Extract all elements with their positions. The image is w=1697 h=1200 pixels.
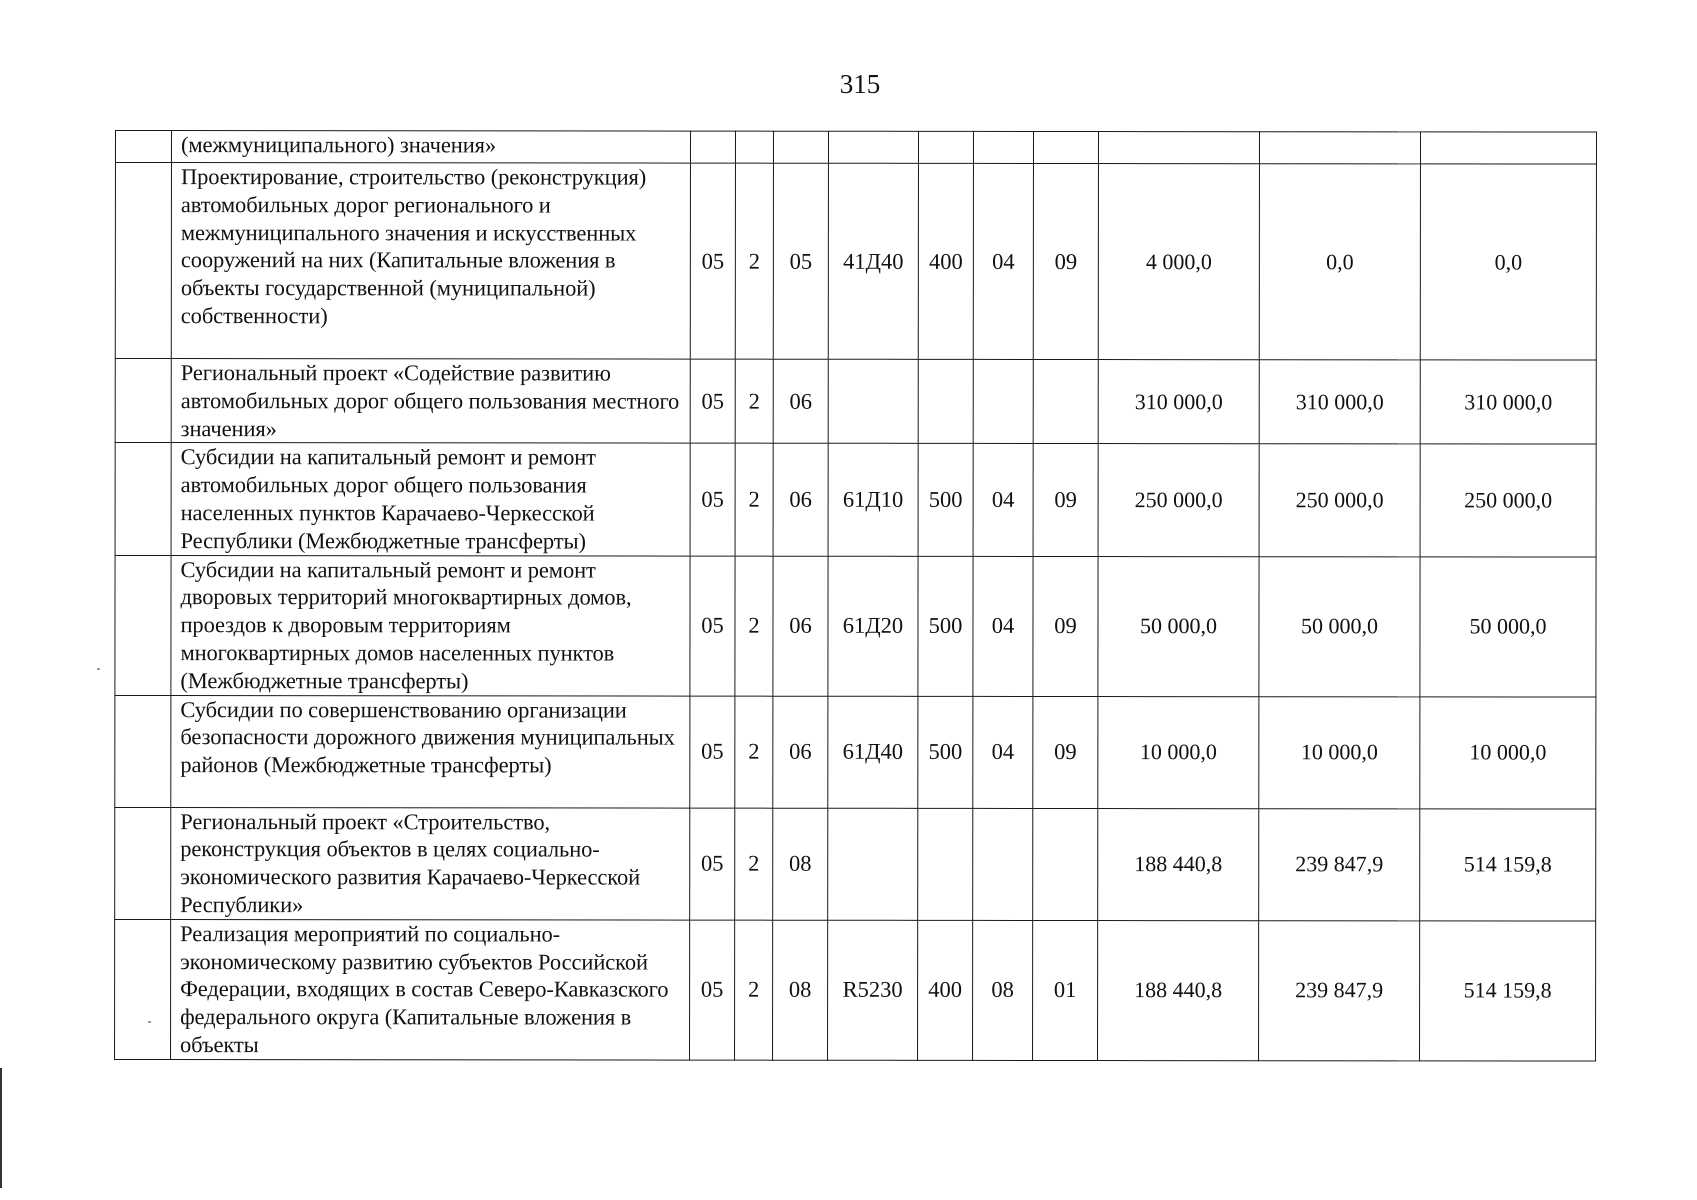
table-row <box>115 919 1596 1061</box>
main-event-code-cell: 08 <box>773 808 828 920</box>
main-event-code-cell <box>773 131 828 163</box>
main-event-code-cell: 08 <box>773 920 828 1060</box>
description-cell: Субсидии на капитальный ремонт и ремонт автомобильных дорог общего пользования населенных пунктов Карачаево-Черкесской Республики (Межбюджетные трансферты) <box>171 443 690 556</box>
expense-type-cell: 500 <box>918 696 973 808</box>
subprogram-code-cell <box>735 131 773 163</box>
section-cell: 04 <box>973 556 1033 696</box>
amount-year-3-cell: 514 159,8 <box>1420 921 1596 1061</box>
subsection-cell: 09 <box>1033 163 1098 359</box>
expense-direction-cell: 61Д10 <box>828 444 918 556</box>
amount-year-1-cell: 188 440,8 <box>1098 808 1259 920</box>
expense-direction-cell <box>828 808 918 920</box>
amount-year-2-cell: 10 000,0 <box>1259 696 1420 808</box>
amount-year-3-cell: 0,0 <box>1420 164 1596 360</box>
amount-year-3-cell: 10 000,0 <box>1420 696 1596 808</box>
program-code-cell: 05 <box>690 163 735 359</box>
section-cell <box>973 808 1033 920</box>
row-index-cell <box>115 695 171 807</box>
amount-year-1-cell: 310 000,0 <box>1098 360 1259 445</box>
description-cell: Субсидии на капитальный ремонт и ремонт дворовых территорий многоквартирных домов, проездов к дворовым территориям многоквартирных домов населенных пунктов (Межбюджетные трансферты) <box>171 555 690 696</box>
table-body <box>115 131 1597 1061</box>
subprogram-code-cell: 2 <box>735 163 773 359</box>
subprogram-code-cell: 2 <box>735 808 773 920</box>
expense-direction-cell: 41Д40 <box>828 163 918 359</box>
amount-year-1-cell: 50 000,0 <box>1098 556 1259 696</box>
table-row <box>115 555 1596 697</box>
amount-year-2-cell: 250 000,0 <box>1259 444 1420 556</box>
row-index-cell <box>115 443 171 555</box>
section-cell: 08 <box>973 920 1033 1060</box>
program-code-cell: 05 <box>690 808 735 920</box>
subprogram-code-cell: 2 <box>735 444 773 556</box>
amount-year-1-cell: 4 000,0 <box>1098 164 1259 360</box>
amount-year-2-cell: 239 847,9 <box>1259 808 1420 920</box>
expense-direction-cell <box>828 359 918 443</box>
table-row <box>115 163 1596 361</box>
amount-year-2-cell <box>1259 132 1420 164</box>
amount-year-1-cell: 188 440,8 <box>1098 920 1259 1060</box>
main-event-code-cell: 06 <box>773 556 828 696</box>
subsection-cell: 09 <box>1033 556 1098 696</box>
expense-type-cell: 500 <box>918 444 973 556</box>
subsection-cell <box>1033 808 1098 920</box>
scan-edge-mark <box>0 1068 2 1188</box>
main-event-code-cell: 06 <box>773 359 828 443</box>
amount-year-3-cell: 250 000,0 <box>1420 444 1596 556</box>
description-cell: Субсидии по совершенствованию организации безопасности дорожного движения муниципальных районов (Межбюджетные трансферты) <box>171 695 690 808</box>
scan-speck <box>97 668 100 670</box>
main-event-code-cell: 05 <box>773 163 828 359</box>
main-event-code-cell: 06 <box>773 696 828 808</box>
expense-direction-cell: R5230 <box>828 920 918 1060</box>
section-cell <box>973 131 1033 163</box>
table-row <box>115 359 1596 445</box>
expense-type-cell: 400 <box>918 163 973 359</box>
row-index-cell <box>115 807 171 919</box>
subsection-cell: 09 <box>1033 444 1098 556</box>
expense-type-cell: 500 <box>918 556 973 696</box>
subprogram-code-cell: 2 <box>735 359 773 443</box>
expense-type-cell <box>918 808 973 920</box>
budget-table <box>114 130 1597 1061</box>
amount-year-1-cell <box>1098 132 1259 164</box>
subprogram-code-cell: 2 <box>735 556 773 696</box>
expense-type-cell: 400 <box>918 920 973 1060</box>
page-number: 315 <box>839 69 881 99</box>
subprogram-code-cell: 2 <box>735 920 773 1060</box>
program-code-cell: 05 <box>690 359 735 443</box>
amount-year-3-cell: 514 159,8 <box>1420 808 1596 920</box>
expense-direction-cell: 61Д20 <box>828 556 918 696</box>
row-index-cell <box>115 919 171 1059</box>
row-index-cell <box>115 359 171 443</box>
amount-year-2-cell: 50 000,0 <box>1259 556 1420 696</box>
amount-year-2-cell: 239 847,9 <box>1259 920 1420 1060</box>
amount-year-3-cell: 50 000,0 <box>1420 556 1596 696</box>
program-code-cell <box>690 131 735 163</box>
program-code-cell: 05 <box>690 696 735 808</box>
amount-year-1-cell: 10 000,0 <box>1098 696 1259 808</box>
description-cell: (межмуниципального) значения» <box>171 131 690 164</box>
table-row <box>115 131 1596 165</box>
section-cell: 04 <box>973 163 1033 359</box>
description-cell: Реализация мероприятий по социально-экономическому развитию субъектов Российской Федерации, входящих в состав Северо-Кавказского федерального округа (Капитальные вложения в объекты <box>171 919 690 1060</box>
description-cell: Региональный проект «Строительство, реконструкция объектов в целях социально-экономического развития Карачаево-Черкесской Республики» <box>171 807 690 920</box>
table-row <box>115 807 1596 921</box>
main-event-code-cell: 06 <box>773 444 828 556</box>
subsection-cell <box>1033 131 1098 163</box>
row-index-cell <box>115 163 171 359</box>
expense-type-cell <box>918 131 973 163</box>
table-row <box>115 695 1596 809</box>
amount-year-2-cell: 310 000,0 <box>1259 360 1420 445</box>
section-cell <box>973 359 1033 443</box>
subsection-cell <box>1033 359 1098 443</box>
expense-type-cell <box>918 359 973 443</box>
amount-year-3-cell: 310 000,0 <box>1420 360 1596 445</box>
subprogram-code-cell: 2 <box>735 696 773 808</box>
section-cell: 04 <box>973 444 1033 556</box>
program-code-cell: 05 <box>690 556 735 696</box>
description-cell: Региональный проект «Содействие развитию автомобильных дорог общего пользования местного значения» <box>171 359 690 444</box>
description-cell: Проектирование, строительство (реконструкция) автомобильных дорог регионального и межмуниципального значения и искусственных сооружений на них (Капитальные вложения в объекты государственной (муниципальной) собственности) <box>171 163 690 360</box>
amount-year-2-cell: 0,0 <box>1259 164 1420 360</box>
program-code-cell: 05 <box>690 443 735 555</box>
row-index-cell <box>115 131 171 163</box>
amount-year-3-cell <box>1420 132 1596 164</box>
amount-year-1-cell: 250 000,0 <box>1098 444 1259 556</box>
expense-direction-cell: 61Д40 <box>828 696 918 808</box>
row-index-cell <box>115 555 171 695</box>
subsection-cell: 09 <box>1033 696 1098 808</box>
section-cell: 04 <box>973 696 1033 808</box>
subsection-cell: 01 <box>1033 920 1098 1060</box>
table-row <box>115 443 1596 557</box>
expense-direction-cell <box>828 131 918 163</box>
scan-speck <box>148 1021 151 1023</box>
program-code-cell: 05 <box>690 920 735 1060</box>
